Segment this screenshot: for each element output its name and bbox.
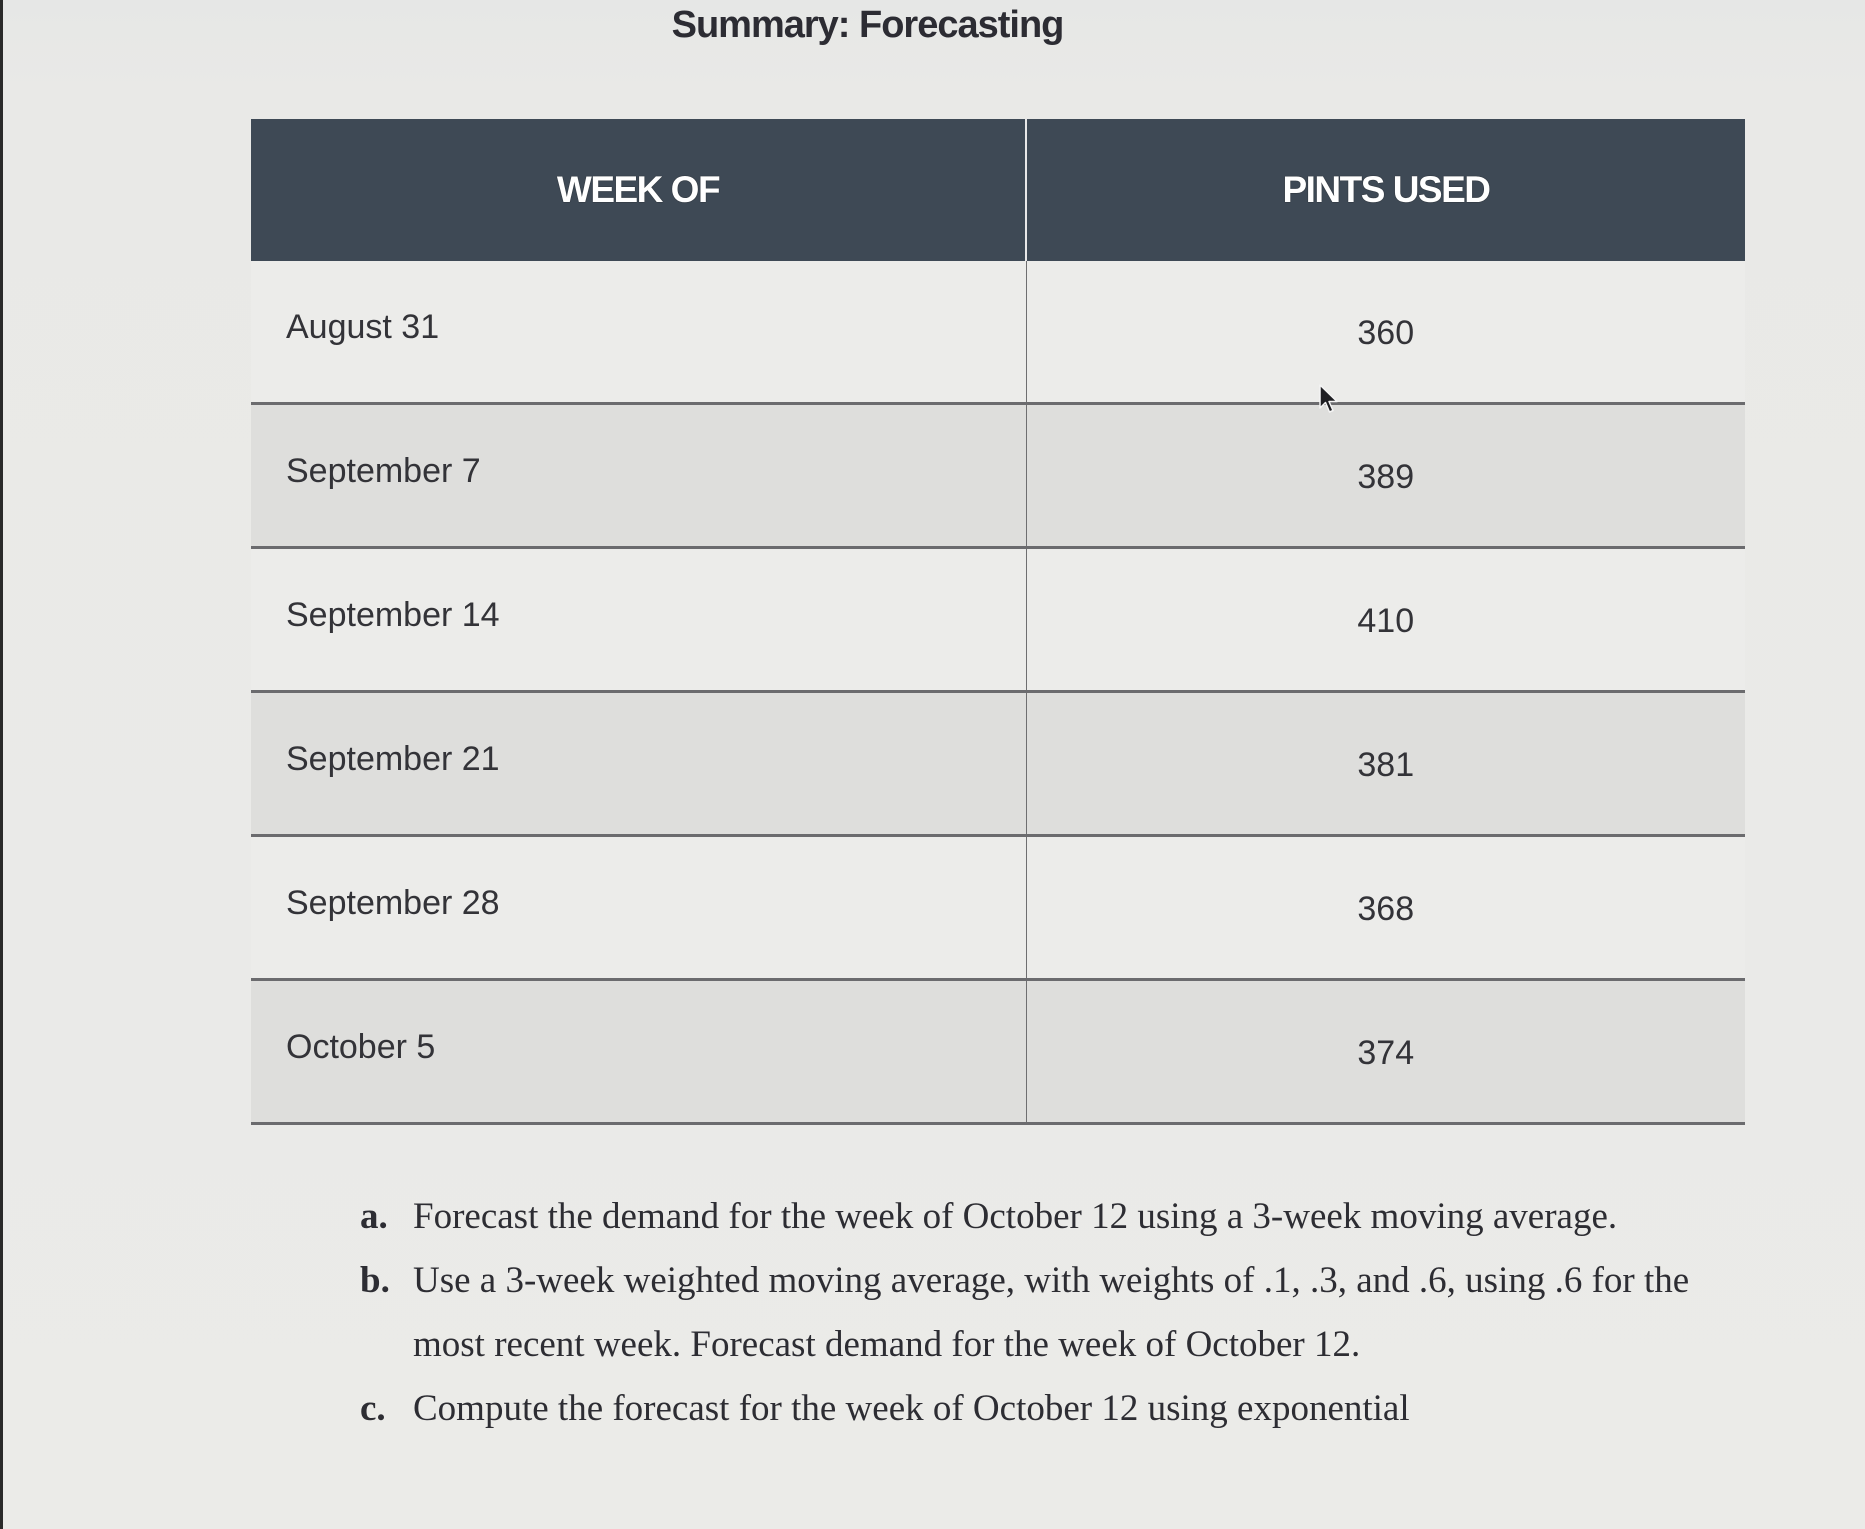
week-cell: October 5 [251, 980, 1026, 1124]
question-item [360, 1185, 1690, 1249]
week-cell: September 21 [251, 692, 1026, 836]
pints-cell: 381 [1026, 692, 1745, 836]
question-letter: a. [360, 1196, 388, 1237]
table-row [251, 980, 1745, 1124]
week-cell: August 31 [251, 261, 1026, 404]
question-letter: c. [360, 1388, 386, 1429]
pints-cell: 368 [1026, 836, 1745, 980]
table-row [251, 404, 1745, 548]
forecasting-table [251, 119, 1745, 1125]
forecasting-table-container [251, 119, 1745, 1125]
pints-cell: 389 [1026, 404, 1745, 548]
week-cell: September 7 [251, 404, 1026, 548]
column-header-week-of: WEEK OF [251, 119, 1026, 261]
table-row [251, 261, 1745, 404]
pints-cell: 410 [1026, 548, 1745, 692]
pints-cell: 374 [1026, 980, 1745, 1124]
screen-bezel-edge [0, 0, 3, 1529]
table-row [251, 548, 1745, 692]
question-list [360, 1185, 1690, 1441]
week-cell: September 14 [251, 548, 1026, 692]
question-text: Forecast the demand for the week of October 12 using a 3-week moving average. [413, 1196, 1618, 1237]
question-letter: b. [360, 1260, 390, 1301]
mouse-pointer-icon [1318, 384, 1340, 416]
table-row [251, 692, 1745, 836]
column-header-pints-used: PINTS USED [1026, 119, 1745, 261]
pints-cell: 360 [1026, 261, 1745, 404]
question-item [360, 1249, 1690, 1377]
question-item [360, 1377, 1690, 1441]
question-text: Use a 3-week weighted moving average, with weights of .1, .3, and .6, using .6 for the most recent week. Forecast demand for the week of October 12. [413, 1260, 1690, 1365]
table-header-row [251, 119, 1745, 261]
question-text: Compute the forecast for the week of October 12 using exponential [413, 1388, 1410, 1429]
table-row [251, 836, 1745, 980]
page-title: Summary: Forecasting [671, 4, 1064, 46]
week-cell: September 28 [251, 836, 1026, 980]
